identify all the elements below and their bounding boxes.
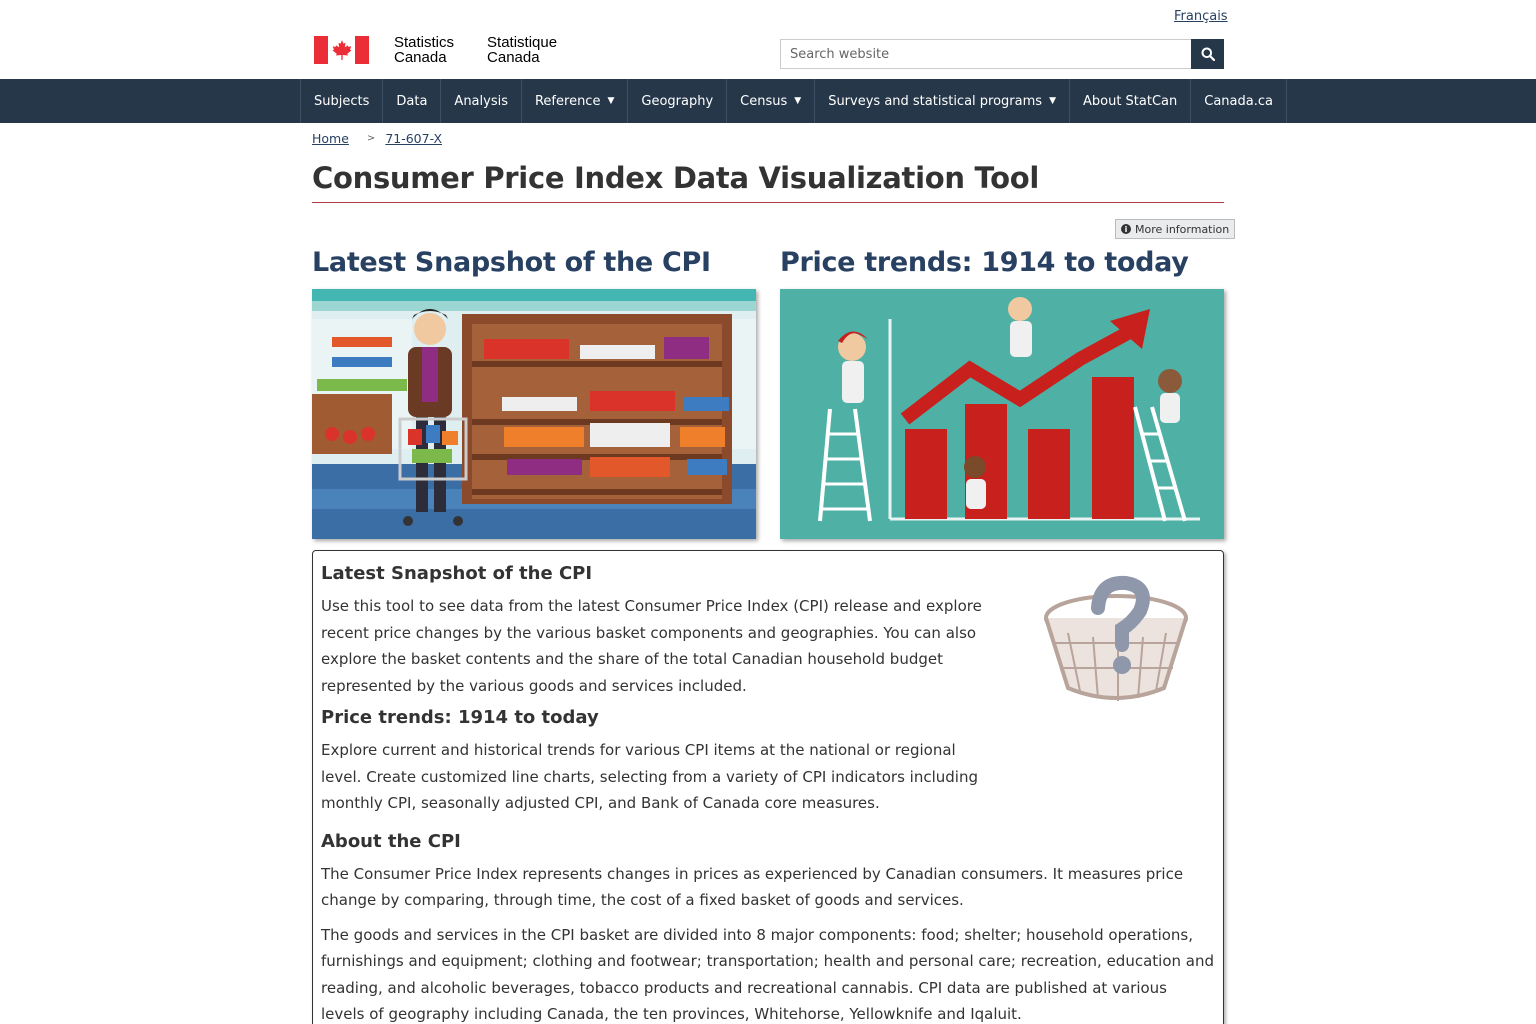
nav-item-surveys[interactable]: Surveys and statistical programs ▼	[815, 79, 1070, 123]
nav-item-census[interactable]: Census ▼	[727, 79, 815, 123]
section-text-latest-snapshot: Use this tool to see data from the latest Consumer Price Index (CPI) release and explore recent price changes by the various basket components and geographies. You can also explore the basket contents and the share of the total Canadian household budget represented by the various goods and services included.	[321, 597, 982, 695]
section-text-about-cpi-2: The goods and services in the CPI basket are divided into 8 major components: food; shelter; household operations, furnishings and equipment; clothing and footwear; transportation; health and personal care; recreation, education and reading, and alcoholic beverages, tobacco products and recreational cannabis. CPI data are published at various levels of geography including Canada, the ten provinces, Whitehorse, Yellowknife and Iqaluit.	[321, 925, 1214, 1023]
nav-item-reference[interactable]: Reference ▼	[522, 79, 628, 123]
cpi-description-panel	[312, 550, 1224, 1024]
brand-name-french: Statistique Canada	[487, 34, 558, 66]
brand-name-english: Statistics Canada	[394, 34, 455, 66]
section-heading-latest-snapshot: Latest Snapshot of the CPI	[321, 563, 593, 584]
language-toggle-link[interactable]: Français	[1174, 9, 1228, 24]
nav-item-analysis[interactable]: Analysis	[441, 79, 522, 123]
main-nav	[0, 79, 1536, 123]
section-heading-about-cpi: About the CPI	[321, 830, 461, 852]
chevron-down-icon: ▼	[1049, 96, 1056, 106]
search-icon	[1201, 47, 1215, 61]
nav-item-canada-ca[interactable]: Canada.ca	[1191, 79, 1287, 123]
search-bar	[780, 39, 1224, 69]
price-trends-illustration[interactable]	[780, 289, 1224, 539]
statcan-logo[interactable]	[314, 35, 557, 65]
nav-item-data[interactable]: Data	[383, 79, 441, 123]
chevron-down-icon: ▼	[794, 96, 802, 106]
search-input[interactable]	[780, 39, 1191, 69]
price-trends-heading-link[interactable]: Price trends: 1914 to today	[780, 247, 1189, 278]
info-icon: i	[1121, 224, 1131, 234]
section-text-about-cpi-1: The Consumer Price Index represents changes in prices as experienced by Canadian consumers. It measures price change by comparing, through time, the cost of a fixed basket of goods and services.	[321, 864, 1184, 909]
grocery-store-illustration[interactable]	[312, 289, 756, 539]
nav-item-about-statcan[interactable]: About StatCan	[1070, 79, 1191, 123]
latest-snapshot-heading-link[interactable]: Latest Snapshot of the CPI	[312, 247, 711, 278]
page-title: Consumer Price Index Data Visualization Tool	[312, 162, 1224, 203]
search-button[interactable]	[1191, 39, 1224, 69]
section-text-price-trends: Explore current and historical trends for various CPI items at the national or regional level. Create customized line charts, selecting from a variety of CPI indicators including monthly CPI, seasonally adjusted CPI, and Bank of Canada core measures.	[321, 741, 978, 812]
breadcrumb-separator: >	[366, 133, 376, 144]
nav-item-geography[interactable]: Geography	[628, 79, 727, 123]
nav-item-subjects[interactable]: Subjects	[301, 79, 383, 123]
section-heading-price-trends: Price trends: 1914 to today	[321, 707, 599, 728]
more-information-button[interactable]: i More information	[1115, 219, 1235, 239]
canada-flag-icon	[314, 36, 369, 64]
shopping-basket-question-image	[1028, 563, 1203, 713]
breadcrumb-home-link[interactable]: Home	[312, 131, 349, 146]
breadcrumb	[312, 131, 442, 146]
chevron-down-icon: ▼	[607, 96, 615, 106]
breadcrumb-current-link[interactable]: 71-607-X	[385, 131, 443, 146]
